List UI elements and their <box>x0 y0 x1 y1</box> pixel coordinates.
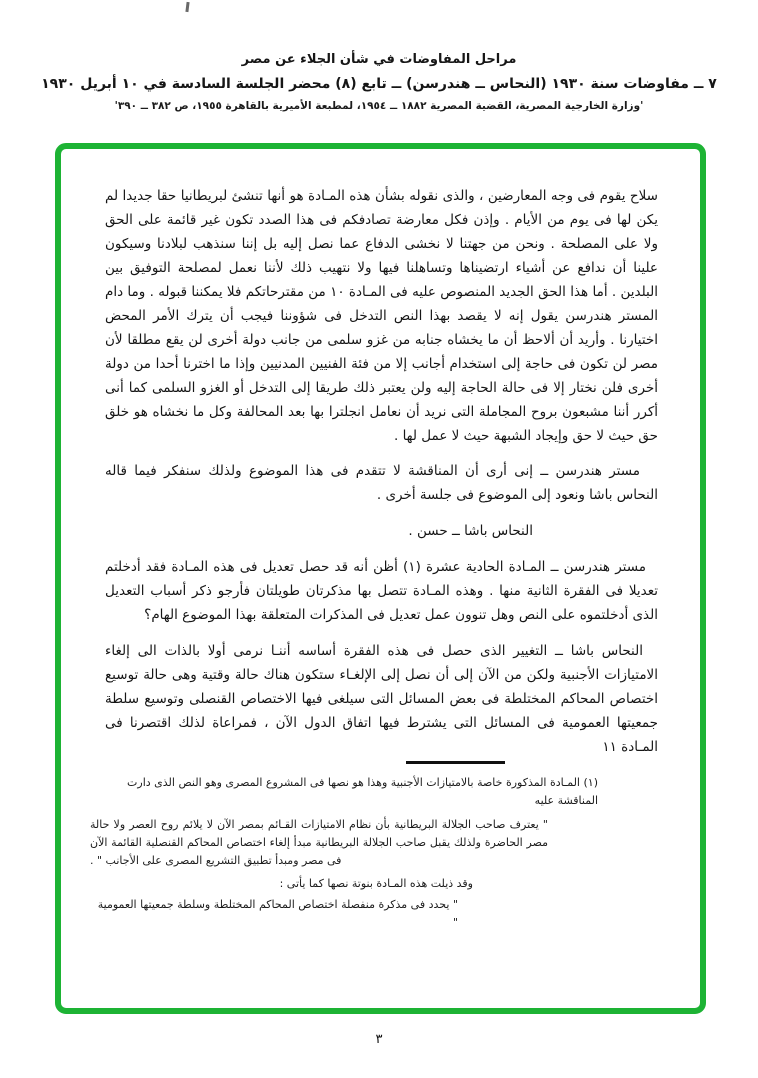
page-header <box>0 52 758 112</box>
footnote-section <box>90 774 658 932</box>
page-number: ٣ <box>375 1032 383 1047</box>
footnote-note-2: وقد ذيلت هذه المـادة بنوتة نصها كما يأتى : <box>279 877 473 890</box>
document-source-citation: 'وزارة الخارجية المصرية، القضية المصرية ١٨٨٢ ــ ١٩٥٤، لمطبعة الأميرية بالقاهرة ١٩٥٥، ص ٣٨٢ ــ ٣٩٠' <box>114 100 644 112</box>
document-body <box>105 184 658 759</box>
footnote-note: (١) المـادة المذكورة خاصة بالامتيازات الأجنبية وهذا هو نصها فى المشروع المصرى وهو النص الذى دارت المناقشة عليه <box>127 776 598 807</box>
body-paragraph-continuation: سلاح يقوم فى وجه المعارضين ، والذى نقوله بشأن هذه المـادة هو أنها تنشئ لبريطانيا حقا جديدا لم يكن لها فى يوم من الأيام . وإذن فكل معارضة تصادفكم فى هذا الصدد تكون غير قائمة على الحق ولا على المصلحة . ونحن من جهتنا لا نخشى الدفاع عما نصل إليه بل إننا سنذهب لبلادنا وسيكون علينا أن ندافع عن أشياء ارتضيناها وتساهلنا فيها ولا نتهيب ذلك لأننا نعمل لمصلحة التوفيق بين البلدين . أما هذا الحق الجديد المنصوص عليه فى المـادة ١٠ من مقترحاتكم فلا يمكننا قبوله . وما دام المستر هندرسن يقول إنه لا يقصد بهذا النص التدخل فى شؤوننا فيجب أن يترك الأمر المحض اختيارنا . وأريد أن ألاحظ أن ما يخشاه جنابه من غزو سلمى من جانب دولة أخرى لن يقع مطلقا لأن مصر لن تكون فى حاجة إلى استخدام أجانب إلا من فئة الفنيين المدنيين وإذا ما اخترنا أحدا من دولة أخرى فلن نختار إلا فى حالة الحاجة إليه ولن يعتبر ذلك طريقا إلى التدخل أو الغزو السلمى كما أنى أكرر أننا مشبعون بروح المجاملة التى نريد أن نعامل انجلترا بها بعد المحالفة وكل ما نخشاه هو خلق حق حيث لا حق وإيجاد الشبهة حيث لا عمل لها . <box>105 188 658 444</box>
footnote-divider-rule <box>406 761 505 764</box>
body-paragraph-henderson: مستر هندرسن ــ إنى أرى أن المناقشة لا تتقدم فى هذا الموضوع ولذلك سنفكر فيما قاله النحاس باشا ونعود إلى الموضوع فى جلسة أخرى . <box>105 463 658 503</box>
body-paragraph-henderson-article-11: مستر هندرسن ــ المـادة الحادية عشرة (١) أظن أنه قد حصل تعديل فى هذه المـادة فقد أدخلتم تعديلا فى الفقرة الثانية منها . وهذه المـادة تتصل بها مذكرتان طويلتان فأرجو ذكر أسباب التعديل الذى أدخلتموه على النص وهل تنوون عمل تعديل فى المذكرات المتعلقة بهذا الموضوع الهام؟ <box>105 559 658 623</box>
footnote-quote-1: " يعترف صاحب الجلالة البريطانية بأن نظام الامتيازات القـائم بمصر الآن لا يلائم روح العصر ولا حالة مصر الحاضرة ولذلك يقبل صاحب الجلالة البريطانية مبدأ إلغاء اختصاص المحاكم القنصلية القائمة الآن فى مصر ومبدأ تطبيق التشريع المصرى على الأجانب " . <box>90 818 548 867</box>
scan-artifact-mark <box>185 2 189 12</box>
footnote-quote-2: " يحدد فى مذكرة منفصلة اختصاص المحاكم المختلطة وسلطة جمعيتها العمومية " <box>97 898 458 929</box>
document-title: مراحل المفاوضات في شأن الجلاء عن مصر <box>241 52 517 67</box>
body-paragraph-nahhas-short: النحاس باشا ــ حسن . <box>408 523 533 539</box>
document-subtitle: ٧ ــ مفاوضات سنة ١٩٣٠ (النحاس ــ هندرسن) ــ تابع (٨) محضر الجلسة السادسة في ١٠ أبريل ١٩٣٠ <box>41 76 717 92</box>
body-paragraph-nahhas-reply: النحاس باشا ــ التغيير الذى حصل فى هذه الفقرة أساسه أننـا نرمى أولا بالذات الى إلغاء الامتيازات الأجنبية ولكن من الآن إلى أن نصل إلى الإلغـاء ستكون هناك حالة وقتية وهى حالة توسيع اختصاص المحاكم المختلطة فى بعض المسائل التى سيلغى فيها الاختصاص القنصلى وتوسيع سلطة جمعيتها العمومية فى المسائل التى يشترط فيها اتفاق الدول الآن ، فمراعاة لذلك اقتصرنا فى المـادة ١١ <box>105 643 658 755</box>
